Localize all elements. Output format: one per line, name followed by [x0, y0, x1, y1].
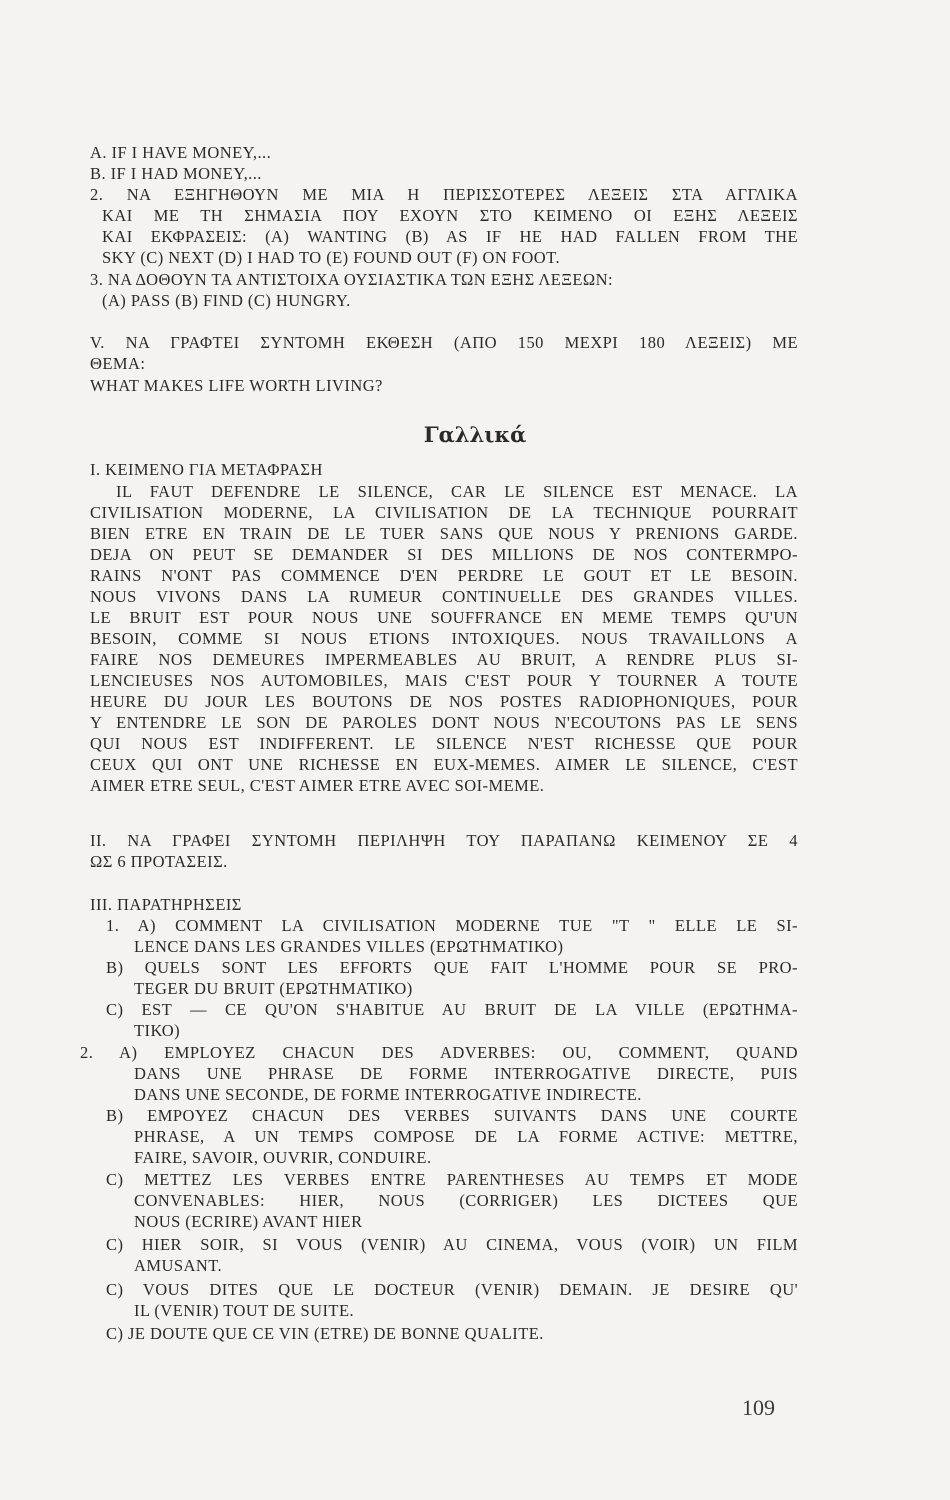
exercise-1a-line: 1. A) COMMENT LA CIVILISATION MODERNE TUE "T " ELLE LE SI-	[106, 916, 798, 935]
essay-task-line: ΘΕΜΑ:	[90, 354, 146, 373]
essay-task-line: V. ΝΑ ΓΡΑΦΤΕΙ ΣΥΝΤΟΜΗ ΕΚΘΕΣΗ (ΑΠΟ 150 ΜΕΧΡΙ 180 ΛΕΞΕΙΣ) ΜΕ	[90, 333, 798, 352]
passage-line: BESOIN, COMME SI NOUS ETIONS INTOXIQUES. NOUS TRAVAILLONS A	[90, 629, 798, 648]
passage-line: LE BRUIT EST POUR NOUS UNE SOUFFRANCE EN MEME TEMPS QU'UN	[90, 608, 798, 627]
passage-line: BIEN ETRE EN TRAIN DE LE TUER SANS QUE NOUS Y PRENIONS GARDE.	[90, 524, 798, 543]
exercise-2a-line: 2. A) EMPLOYEZ CHACUN DES ADVERBES: OU, COMMENT, QUAND	[80, 1043, 798, 1062]
exercise-1c-line: C) EST — CE QU'ON S'HABITUE AU BRUIT DE LA VILLE (ΕΡΩΤΗΜΑ-	[106, 1000, 798, 1019]
exercise-2b-line: FAIRE, SAVOIR, OUVRIR, CONDUIRE.	[134, 1148, 432, 1167]
option-a: A. IF I HAVE MONEY,...	[90, 143, 272, 162]
passage-line: NOUS VIVONS DANS LA RUMEUR CONTINUELLE DES GRANDES VILLES.	[90, 587, 798, 606]
passage-line: IL FAUT DEFENDRE LE SILENCE, CAR LE SILENCE EST MENACE. LA	[116, 482, 798, 501]
question-3-line: 3. ΝΑ ΔΟΘΟΥΝ ΤΑ ΑΝΤΙΣΤΟΙΧΑ ΟΥΣΙΑΣΤΙΚΑ ΤΩΝ ΕΞΗΣ ΛΕΞΕΩΝ:	[90, 270, 614, 289]
exercise-2c-line: C) JE DOUTE QUE CE VIN (ETRE) DE BONNE QUALITE.	[106, 1324, 544, 1343]
exercise-2a-line: DANS UNE PHRASE DE FORME INTERROGATIVE DIRECTE, PUIS	[134, 1064, 798, 1083]
exercise-1a-line: LENCE DANS LES GRANDES VILLES (ΕΡΩΤΗΜΑΤΙΚΟ)	[134, 937, 564, 956]
exercise-2c-line: C) HIER SOIR, SI VOUS (VENIR) AU CINEMA, VOUS (VOIR) UN FILM	[106, 1235, 798, 1254]
passage-line: CEUX QUI ONT UNE RICHESSE EN EUX-MEMES. AIMER LE SILENCE, C'EST	[90, 755, 798, 774]
passage-line: LENCIEUSES NOS AUTOMOBILES, MAIS C'EST POUR Y TOURNER A TOUTE	[90, 671, 798, 690]
section-title: Γαλλικά	[423, 422, 527, 447]
part-1-heading: I. ΚΕΙΜΕΝΟ ΓΙΑ ΜΕΤΑΦΡΑΣΗ	[90, 460, 323, 479]
page-number: 109	[742, 1395, 775, 1420]
option-b: B. IF I HAD MONEY,...	[90, 164, 262, 183]
passage-line: QUI NOUS EST INDIFFERENT. LE SILENCE N'EST RICHESSE QUE POUR	[90, 734, 798, 753]
passage-line: Y ENTENDRE LE SON DE PAROLES DONT NOUS N'ECOUTONS PAS LE SENS	[90, 713, 798, 732]
exercise-2c-line: IL (VENIR) TOUT DE SUITE.	[134, 1301, 355, 1320]
question-2-line: ΚΑΙ ΕΚΦΡΑΣΕΙΣ: (A) WANTING (B) AS IF HE HAD FALLEN FROM THE	[102, 227, 798, 246]
question-2-line: 2. ΝΑ ΕΞΗΓΗΘΟΥΝ ΜΕ ΜΙΑ Η ΠΕΡΙΣΣΟΤΕΡΕΣ ΛΕΞΕΙΣ ΣΤΑ ΑΓΓΛΙΚΑ	[90, 185, 798, 204]
passage-line: RAINS N'ONT PAS COMMENCE D'EN PERDRE LE GOUT ET LE BESOIN.	[90, 566, 798, 585]
part-2-line: ΩΣ 6 ΠΡΟΤΑΣΕΙΣ.	[90, 852, 228, 871]
question-2-line: SKY (C) NEXT (D) I HAD TO (E) FOUND OUT (F) ON FOOT.	[102, 248, 561, 267]
passage-line: CIVILISATION MODERNE, LA CIVILISATION DE LA TECHNIQUE POURRAIT	[90, 503, 798, 522]
part-2-line: II. ΝΑ ΓΡΑΦΕΙ ΣΥΝΤΟΜΗ ΠΕΡΙΛΗΨΗ ΤΟΥ ΠΑΡΑΠΑΝΩ ΚΕΙΜΕΝΟΥ ΣΕ 4	[90, 831, 798, 850]
question-2-line: ΚΑΙ ΜΕ ΤΗ ΣΗΜΑΣΙΑ ΠΟΥ ΕΧΟΥΝ ΣΤΟ ΚΕΙΜΕΝΟ ΟΙ ΕΞΗΣ ΛΕΞΕΙΣ	[102, 206, 798, 225]
exercise-1b-line: B) QUELS SONT LES EFFORTS QUE FAIT L'HOMME POUR SE PRO-	[106, 958, 798, 977]
exercise-2c-line: CONVENABLES: HIER, NOUS (CORRIGER) LES DICTEES QUE	[134, 1191, 798, 1210]
passage-line: DEJA ON PEUT SE DEMANDER SI DES MILLIONS DE NOS CONTERMPO-	[90, 545, 798, 564]
passage-line: AIMER ETRE SEUL, C'EST AIMER ETRE AVEC SOI-MEME.	[90, 776, 545, 795]
exercise-2c-line: C) METTEZ LES VERBES ENTRE PARENTHESES AU TEMPS ET MODE	[106, 1170, 798, 1189]
passage-line: HEURE DU JOUR LES BOUTONS DE NOS POSTES RADIOPHONIQUES, POUR	[90, 692, 798, 711]
part-3-heading: III. ΠΑΡΑΤΗΡΗΣΕΙΣ	[90, 895, 242, 914]
passage-line: FAIRE NOS DEMEURES IMPERMEABLES AU BRUIT, A RENDRE PLUS SI-	[90, 650, 798, 669]
question-3-line: (A) PASS (B) FIND (C) HUNGRY.	[102, 291, 351, 310]
exercise-1b-line: TEGER DU BRUIT (ΕΡΩΤΗΜΑΤΙΚΟ)	[134, 979, 413, 998]
exercise-2b-line: B) EMPOYEZ CHACUN DES VERBES SUIVANTS DANS UNE COURTE	[106, 1106, 798, 1125]
exercise-2b-line: PHRASE, A UN TEMPS COMPOSE DE LA FORME ACTIVE: METTRE,	[134, 1127, 798, 1146]
exercise-2a-line: DANS UNE SECONDE, DE FORME INTERROGATIVE INDIRECTE.	[134, 1085, 642, 1104]
exercise-2c-line: NOUS (ECRIRE) AVANT HIER	[134, 1212, 363, 1231]
exercise-1c-line: ΤΙΚΟ)	[134, 1021, 181, 1040]
essay-topic: WHAT MAKES LIFE WORTH LIVING?	[90, 376, 383, 395]
exercise-2c-line: AMUSANT.	[134, 1256, 223, 1275]
exercise-2c-line: C) VOUS DITES QUE LE DOCTEUR (VENIR) DEMAIN. JE DESIRE QU'	[106, 1280, 798, 1299]
